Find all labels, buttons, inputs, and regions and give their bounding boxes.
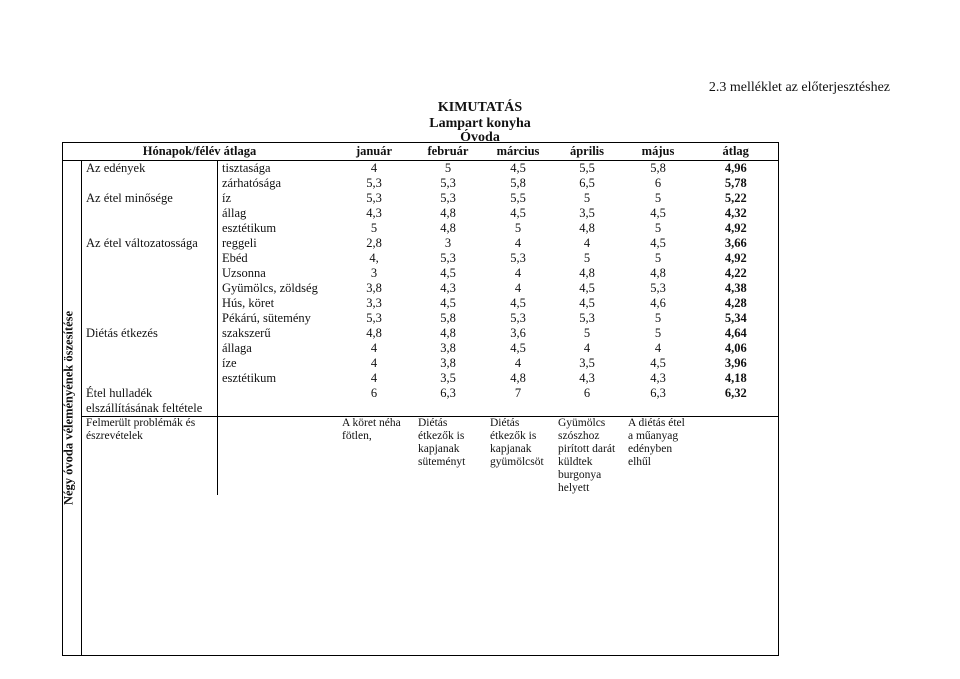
value-cell: 5 [654, 221, 662, 235]
value-cell: 6,5 [579, 176, 595, 190]
value-cell [484, 401, 552, 417]
value-cell: 6,3 [440, 386, 456, 400]
average-cell: 3,66 [694, 236, 778, 251]
category-cell [82, 371, 218, 386]
document-subtitle-kitchen: Lampart konyha [429, 116, 531, 131]
value-cell: 4,5 [440, 266, 456, 280]
category-cell [82, 311, 218, 326]
value-cell: 4 [654, 341, 662, 355]
table-row [63, 251, 779, 266]
table-row [63, 371, 779, 386]
category-cell [82, 281, 218, 296]
category-cell: Étel hulladék [86, 386, 153, 400]
header-month: január [336, 143, 412, 161]
value-cell: 4 [370, 371, 378, 385]
subcategory-cell: íze [218, 356, 337, 371]
value-cell: 4,8 [440, 326, 456, 340]
value-cell: 4,8 [510, 371, 526, 385]
header-average: átlag [694, 143, 778, 161]
value-cell: 4,8 [579, 266, 595, 280]
value-cell [336, 401, 412, 417]
document-subtitle-institution: Óvoda [460, 130, 500, 145]
value-cell: 3 [444, 236, 452, 250]
value-cell: 4,5 [579, 281, 595, 295]
problems-label-line: észrevételek [86, 430, 143, 442]
problem-note-line: küldtek [558, 456, 593, 468]
header-month: május [622, 143, 694, 161]
category-cell [82, 341, 218, 356]
problem-note-line: helyett [558, 482, 590, 494]
problems-average-blank [694, 417, 778, 496]
average-cell: 4,28 [694, 296, 778, 311]
value-cell: 5,3 [366, 191, 382, 205]
table-row [63, 266, 779, 281]
value-cell: 4,8 [579, 221, 595, 235]
value-cell: 5,3 [366, 311, 382, 325]
value-cell: 5,3 [440, 191, 456, 205]
value-cell: 5,3 [366, 176, 382, 190]
subcategory-cell: Ebéd [218, 251, 337, 266]
value-cell: 5,3 [650, 281, 666, 295]
side-label: Négy óvoda véleményének öszesítése [61, 310, 76, 506]
value-cell: 3,8 [366, 281, 382, 295]
value-cell: 4 [370, 356, 378, 370]
value-cell: 5,8 [510, 176, 526, 190]
problem-note-line: Diétás [418, 417, 448, 429]
value-cell: 4,8 [650, 266, 666, 280]
value-cell: 4 [583, 341, 591, 355]
problem-note-cell [412, 417, 484, 496]
category-cell [82, 296, 218, 311]
average-cell: 4,22 [694, 266, 778, 281]
subcategory-cell: állaga [218, 341, 337, 356]
value-cell: 4,6 [650, 296, 666, 310]
value-cell: 5 [514, 221, 522, 235]
value-cell: 5 [654, 311, 662, 325]
subcategory-cell: Gyümölcs, zöldség [218, 281, 337, 296]
problem-note-line: burgonya [558, 469, 602, 481]
value-cell: 3,6 [510, 326, 526, 340]
value-cell: 4,5 [440, 296, 456, 310]
problem-note-line: a műanyag [628, 430, 679, 442]
value-cell: 4,3 [579, 371, 595, 385]
header-month: március [484, 143, 552, 161]
value-cell: 4,8 [440, 221, 456, 235]
value-cell: 4,5 [510, 161, 526, 175]
problem-note-line: kapjanak [418, 443, 460, 455]
subcategory-cell: Hús, köret [218, 296, 337, 311]
value-cell: 4 [514, 281, 522, 295]
value-cell: 5 [370, 221, 378, 235]
subcategory-cell: esztétikum [218, 371, 337, 386]
average-cell: 5,78 [694, 176, 778, 191]
problem-note-line: pirított darát [558, 443, 616, 455]
problems-label-line: Felmerült problémák és [86, 417, 196, 429]
value-cell: 5 [654, 326, 662, 340]
value-cell: 5,5 [579, 161, 595, 175]
value-cell [552, 401, 622, 417]
subcategory-cell [218, 386, 337, 401]
header-period-label: Hónapok/félév átlaga [63, 143, 337, 161]
problems-label-cell [82, 417, 218, 496]
table-row [63, 281, 779, 296]
value-cell: 4,3 [650, 371, 666, 385]
table-bottom-cell [82, 495, 779, 656]
header-month: február [412, 143, 484, 161]
category-cell [82, 176, 218, 191]
value-cell: 4 [514, 236, 522, 250]
table-row [63, 401, 779, 417]
category-cell [82, 266, 218, 281]
problem-note-cell [552, 417, 622, 496]
value-cell: 5,3 [510, 251, 526, 265]
problem-note-cell [336, 417, 412, 496]
category-cell: elszállításának feltétele [86, 401, 203, 415]
problem-note-cell [622, 417, 694, 496]
average-cell: 4,92 [694, 221, 778, 236]
subcategory-cell [218, 401, 337, 417]
value-cell: 5,3 [440, 251, 456, 265]
value-cell [622, 401, 694, 417]
subcategory-cell: szakszerű [218, 326, 337, 341]
value-cell: 5 [583, 326, 591, 340]
value-cell: 3,3 [366, 296, 382, 310]
problem-note-cell [484, 417, 552, 496]
subcategory-cell: zárhatósága [218, 176, 337, 191]
value-cell: 4 [370, 341, 378, 355]
value-cell: 4 [514, 266, 522, 280]
table-row [63, 341, 779, 356]
value-cell: 4 [370, 161, 378, 175]
subcategory-cell: Pékárú, sütemény [218, 311, 337, 326]
value-cell: 5,5 [510, 191, 526, 205]
problem-note-line: süteményt [418, 456, 466, 468]
average-cell: 4,38 [694, 281, 778, 296]
value-cell: 5 [583, 251, 591, 265]
value-cell: 4,3 [366, 206, 382, 220]
category-cell: Az étel minősége [86, 191, 173, 205]
value-cell: 5,3 [579, 311, 595, 325]
annex-reference: 2.3 melléklet az előterjesztéshez [708, 80, 890, 95]
category-cell: Diétás étkezés [86, 326, 158, 340]
value-cell: 5 [583, 191, 591, 205]
problem-note-line: szószhoz [558, 430, 600, 442]
value-cell: 5 [654, 251, 662, 265]
header-row [63, 143, 779, 161]
value-cell: 4, [369, 251, 379, 265]
value-cell: 6 [654, 176, 662, 190]
average-cell: 3,96 [694, 356, 778, 371]
value-cell: 4,8 [440, 206, 456, 220]
problem-note-line: Gyümölcs [558, 417, 606, 429]
table-row [63, 311, 779, 326]
side-label-cell [63, 161, 82, 656]
problem-note-line: étkezők is [418, 430, 465, 442]
average-cell [694, 401, 778, 417]
value-cell: 6 [370, 386, 378, 400]
average-cell: 5,34 [694, 311, 778, 326]
subcategory-cell: esztétikum [218, 221, 337, 236]
value-cell: 4,5 [579, 296, 595, 310]
category-cell [82, 251, 218, 266]
value-cell: 6 [583, 386, 591, 400]
value-cell: 5 [444, 161, 452, 175]
value-cell: 3,8 [440, 356, 456, 370]
table-row [63, 356, 779, 371]
value-cell: 5,3 [510, 311, 526, 325]
value-cell: 4 [514, 356, 522, 370]
table-row [63, 296, 779, 311]
problem-note-line: A köret néha [342, 417, 401, 429]
average-cell: 4,96 [694, 161, 778, 177]
value-cell: 5,3 [440, 176, 456, 190]
problems-row [63, 417, 779, 496]
value-cell [412, 401, 484, 417]
value-cell: 4,8 [366, 326, 382, 340]
problem-note-line: gyümölcsöt [490, 456, 544, 468]
table-bottom-row [63, 495, 779, 656]
value-cell: 4,5 [510, 206, 526, 220]
value-cell: 4,5 [650, 236, 666, 250]
value-cell: 5 [654, 191, 662, 205]
problem-note-line: kapjanak [490, 443, 532, 455]
average-cell: 6,32 [694, 386, 778, 401]
subcategory-cell: állag [218, 206, 337, 221]
category-cell [82, 221, 218, 236]
problem-note-line: A diétás étel [628, 417, 685, 429]
value-cell: 3,8 [440, 341, 456, 355]
table-row [63, 176, 779, 191]
table-row [63, 206, 779, 221]
header-month: április [552, 143, 622, 161]
table-row [63, 236, 779, 251]
value-cell: 3 [370, 266, 378, 280]
value-cell: 2,8 [366, 236, 382, 250]
evaluation-table [62, 142, 779, 656]
value-cell: 4,5 [650, 206, 666, 220]
subcategory-cell: Uzsonna [218, 266, 337, 281]
average-cell: 4,18 [694, 371, 778, 386]
category-cell [82, 356, 218, 371]
category-cell [82, 206, 218, 221]
problem-note-line: fötlen, [342, 430, 372, 442]
value-cell: 4,5 [650, 356, 666, 370]
value-cell: 6,3 [650, 386, 666, 400]
table-row [63, 191, 779, 206]
value-cell: 4,3 [440, 281, 456, 295]
value-cell: 7 [514, 386, 522, 400]
value-cell: 4,5 [510, 341, 526, 355]
subcategory-cell: íz [218, 191, 337, 206]
value-cell: 5,8 [440, 311, 456, 325]
value-cell: 4,5 [510, 296, 526, 310]
problem-note-line: elhűl [628, 456, 651, 468]
subcategory-cell: reggeli [218, 236, 337, 251]
problem-note-line: edényben [628, 443, 673, 455]
average-cell: 4,92 [694, 251, 778, 266]
value-cell: 3,5 [440, 371, 456, 385]
table-row [63, 386, 779, 401]
average-cell: 5,22 [694, 191, 778, 206]
problems-blank-cell [218, 417, 337, 496]
document-title: KIMUTATÁS [437, 100, 523, 115]
category-cell: Az edények [86, 161, 146, 175]
average-cell: 4,64 [694, 326, 778, 341]
value-cell: 3,5 [579, 356, 595, 370]
problem-note-line: étkezők is [490, 430, 537, 442]
subcategory-cell: tisztasága [218, 161, 337, 177]
value-cell: 5,8 [650, 161, 666, 175]
table-row [63, 326, 779, 341]
average-cell: 4,32 [694, 206, 778, 221]
average-cell: 4,06 [694, 341, 778, 356]
category-cell: Az étel változatossága [86, 236, 198, 250]
value-cell: 3,5 [579, 206, 595, 220]
table-row [63, 161, 779, 177]
problem-note-line: Diétás [490, 417, 520, 429]
value-cell: 4 [583, 236, 591, 250]
table-row [63, 221, 779, 236]
